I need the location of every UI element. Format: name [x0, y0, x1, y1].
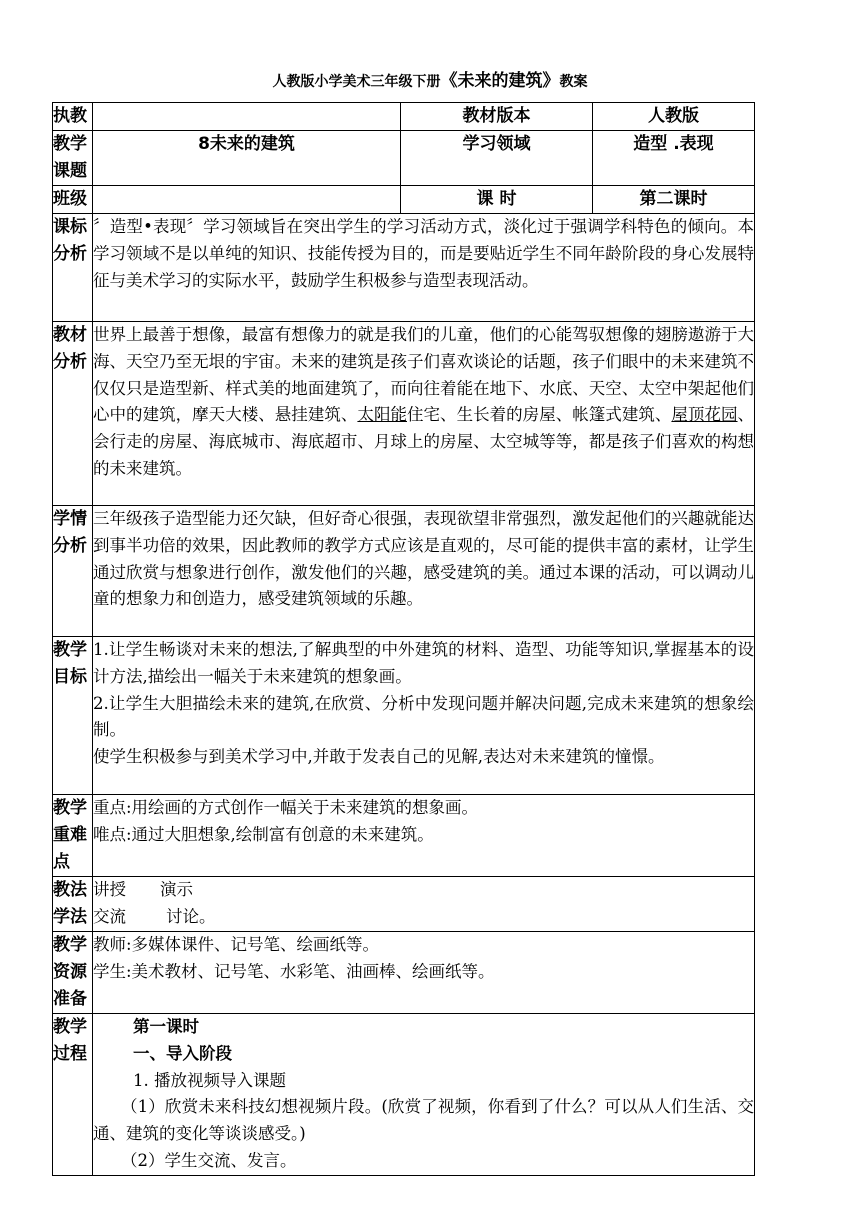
- label-process: 教学过程: [53, 1014, 93, 1176]
- textbook-underlined-solar: 太阳能: [357, 405, 407, 425]
- edition-value: 人教版: [593, 103, 755, 131]
- row-process: [53, 1014, 755, 1176]
- method-lecture: 讲授: [93, 880, 126, 899]
- textbook-part1: 世界上最善于想像，最富有想像力的就是我们的儿童，他们的心能驾驭想像的翅膀遨游于大海、天空乃至无垠的宇宙。未来的建筑是孩子们喜欢谈论的话题，孩子们眼中的未来建筑不仅仅只是造型新、样式美的地面建筑了，而向往着能在地下、水底、天空、太空中架起他们心中的建筑，摩天大楼、悬挂建筑、: [93, 325, 754, 425]
- document-title: [0, 66, 860, 91]
- label-periods: 课 时: [401, 186, 593, 214]
- process-step-1-1: （1）欣赏未来科技幻想视频片段。(欣赏了视频，你看到了什么？可以从人们生活、交通、建筑的变化等谈谈感受。): [93, 1097, 754, 1144]
- label-methods: 教法学法: [53, 877, 93, 932]
- title-book-name: 《未来的建筑》: [440, 71, 560, 91]
- process-period-heading: 第一课时: [133, 1017, 199, 1036]
- label-textbook: 教材分析: [53, 322, 93, 506]
- textbook-underlined-rooftop: 屋顶花园: [671, 405, 738, 425]
- process-stage-heading: 一、导入阶段: [133, 1043, 232, 1063]
- process-step-1-2: （2）学生交流、发言。: [121, 1150, 297, 1170]
- row-keypoints: [53, 795, 755, 877]
- label-keypoints: 教学重难点: [53, 795, 93, 877]
- process-text: [93, 1014, 755, 1176]
- title-suffix: 教案: [559, 74, 588, 90]
- label-topic: 教学课题: [53, 131, 93, 186]
- goals-text: [93, 637, 755, 795]
- label-resources: 教学资源准备: [53, 932, 93, 1014]
- row-methods: [53, 877, 755, 932]
- label-teacher: 执教: [53, 103, 93, 131]
- label-students: 学情分析: [53, 506, 93, 637]
- keypoints-text: [93, 795, 755, 877]
- row-topic: [53, 131, 755, 186]
- students-text: 三年级孩子造型能力还欠缺，但好奇心很强，表现欲望非常强烈，激发起他们的兴趣就能达到事半功倍的效果，因此教师的教学方式应该是直观的，尽可能的提供丰富的素材，让学生通过欣赏与想象进行创作，激发他们的兴趣，感受建筑的美。通过本课的活动，可以调动儿童的想象力和创造力，感受建筑领域的乐趣。: [93, 506, 755, 637]
- row-goals: [53, 637, 755, 795]
- teacher-value: [93, 103, 401, 131]
- resource-teacher: 教师:多媒体课件、记号笔、绘画纸等。: [93, 935, 380, 954]
- methods-line-2: [93, 904, 754, 931]
- keypoint-2: 唯点:通过大胆想象,绘制富有创意的未来建筑。: [93, 824, 434, 844]
- label-goals: 教学目标: [53, 637, 93, 795]
- row-students: [53, 506, 755, 637]
- goal-3: 使学生积极参与到美术学习中,并敢于发表自己的见解,表达对未来建筑的憧憬。: [93, 747, 665, 767]
- row-resources: [53, 932, 755, 1014]
- lesson-plan-table: [52, 102, 755, 1176]
- textbook-text: [93, 322, 755, 506]
- standards-text: 〞造型•表现〞学习领域旨在突出学生的学习活动方式，淡化过于强调学科特色的倾向。本学习领域不是以单纯的知识、技能传授为目的，而是要贴近学生不同年龄阶段的身心发展特征与美术学习的实际水平，鼓励学生积极参与造型表现活动。: [93, 214, 755, 322]
- goal-2: 2.让学生大胆描绘未来的建筑,在欣赏、分析中发现问题并解决问题,完成未来建筑的想象绘制。: [93, 693, 754, 740]
- goal-1: 1.让学生畅谈对未来的想法,了解典型的中外建筑的材料、造型、功能等知识,掌握基本的设计方法,描绘出一幅关于未来建筑的想象画。: [93, 640, 754, 686]
- row-textbook: [53, 322, 755, 506]
- domain-value: 造型 .表现: [593, 131, 755, 186]
- periods-value: 第二课时: [593, 186, 755, 214]
- title-prefix: 人教版小学美术三年级下册: [272, 74, 441, 90]
- resources-text: [93, 932, 755, 1014]
- label-class: 班级: [53, 186, 93, 214]
- textbook-part2: 住宅、生长着的房屋、帐篷式建筑、: [407, 405, 672, 425]
- method-demo: 演示: [160, 880, 193, 899]
- class-value: [93, 186, 401, 214]
- label-domain: 学习领域: [401, 131, 593, 186]
- process-step-1: 1. 播放视频导入课题: [133, 1070, 286, 1090]
- row-standards: [53, 214, 755, 322]
- topic-value: 8未来的建筑: [93, 131, 401, 186]
- methods-text: [93, 877, 755, 932]
- label-standards: 课标分析: [53, 214, 93, 322]
- textbook-part3: 、会行走的房屋、海底城市、海底超市、月球上的房屋、太空城等等，都是孩子们喜欢的构想的未来建筑。: [93, 405, 755, 478]
- method-exchange: 交流: [93, 906, 126, 926]
- label-edition: 教材版本: [401, 103, 593, 131]
- methods-line-1: [93, 877, 754, 904]
- resource-student: 学生:美术教材、记号笔、水彩笔、油画棒、绘画纸等。: [93, 961, 495, 981]
- method-discuss: 讨论。: [166, 906, 216, 926]
- row-class: [53, 186, 755, 214]
- row-teacher: [53, 103, 755, 131]
- keypoint-1: 重点:用绘画的方式创作一幅关于未来建筑的想象画。: [93, 798, 479, 817]
